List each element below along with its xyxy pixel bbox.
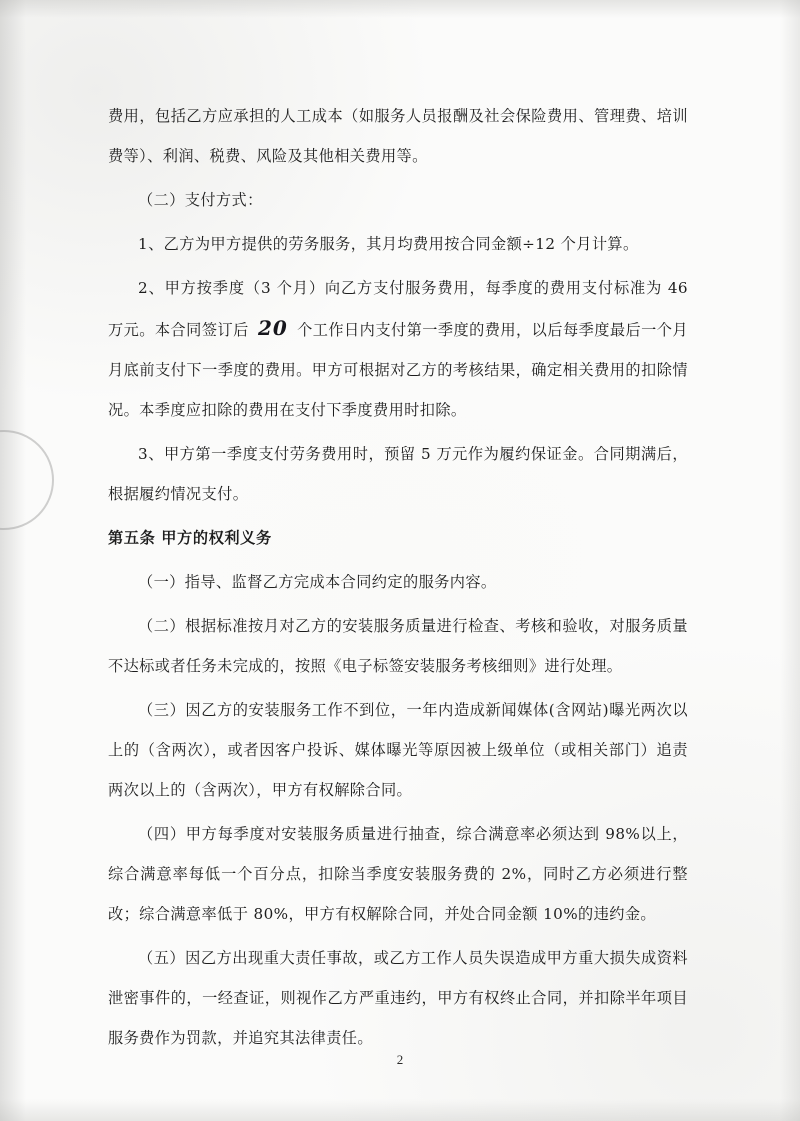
page-edge-shadow-top [0,0,800,18]
page-number: 2 [396,1052,404,1067]
paragraph-performance-deposit: 3、甲方第一季度支付劳务费用时，预留 5 万元作为履约保证金。合同期满后，根据履约情况支付。 [108,445,688,503]
paragraph-quarterly-payment [108,268,688,430]
paragraph-clause-three-media-exposure: （三）因乙方的安装服务工作不到位，一年内造成新闻媒体(含网站)曝光两次以上的（含两次），或者因客户投诉、媒体曝光等原因被上级单位（或相关部门）追责两次以上的（含两次），甲方有权解除合同。 [108,701,688,799]
paragraph-monthly-average-cost: 1、乙方为甲方提供的劳务服务，其月均费用按合同金额÷12 个月计算。 [138,235,639,253]
section-heading-article-five: 第五条 甲方的权利义务 [108,529,272,547]
paragraph-fees-composition: 费用，包括乙方应承担的人工成本（如服务人员报酬及社会保险费用、管理费、培训费等）、利润、税费、风险及其他相关费用等。 [108,107,688,165]
paragraph-clause-five-major-liability: （五）因乙方出现重大责任事故，或乙方工作人员失误造成甲方重大损失成资料泄密事件的，一经查证，则视作乙方严重违约，甲方有权终止合同，并扣除半年项目服务费作为罚款，并追究其法律责任。 [108,949,688,1047]
paragraph-clause-one-supervision: （一）指导、监督乙方完成本合同约定的服务内容。 [138,573,497,591]
paragraph-quarterly-payment-text-before: 2、甲方按季度（3 个月）向乙方支付服务费用，每季度的费用支付标准为 46 万元。本合同签订后 [108,279,688,339]
paragraph-payment-method-heading: （二）支付方式： [138,191,263,209]
paragraph-clause-two-inspection: （二）根据标准按月对乙方的安装服务质量进行检查、考核和验收，对服务质量不达标或者任务未完成的，按照《电子标签安装服务考核细则》进行处理。 [108,617,688,675]
handwritten-working-days-value: 20 [258,316,288,340]
paragraph-clause-four-satisfaction-rate: （四）甲方每季度对安装服务质量进行抽查，综合满意率必须达到 98%以上，综合满意率每低一个百分点，扣除当季度安装服务费的 2%，同时乙方必须进行整改；综合满意率低于 80%，甲方有权解除合同，并处合同金额 10%的违约金。 [108,825,688,923]
paragraph-quarterly-payment-text-after: 个工作日内支付第一季度的费用，以后每季度最后一个月月底前支付下一季度的费用。甲方可根据对乙方的考核结果，确定相关费用的扣除情况。本季度应扣除的费用在支付下季度费用时扣除。 [108,321,689,419]
page-edge-shadow-bottom [0,1099,800,1121]
document-body [108,96,688,1062]
stamp-arc-artifact [0,430,54,530]
page-edge-shadow-left [0,0,26,1121]
page-edge-shadow-right [780,0,800,1121]
